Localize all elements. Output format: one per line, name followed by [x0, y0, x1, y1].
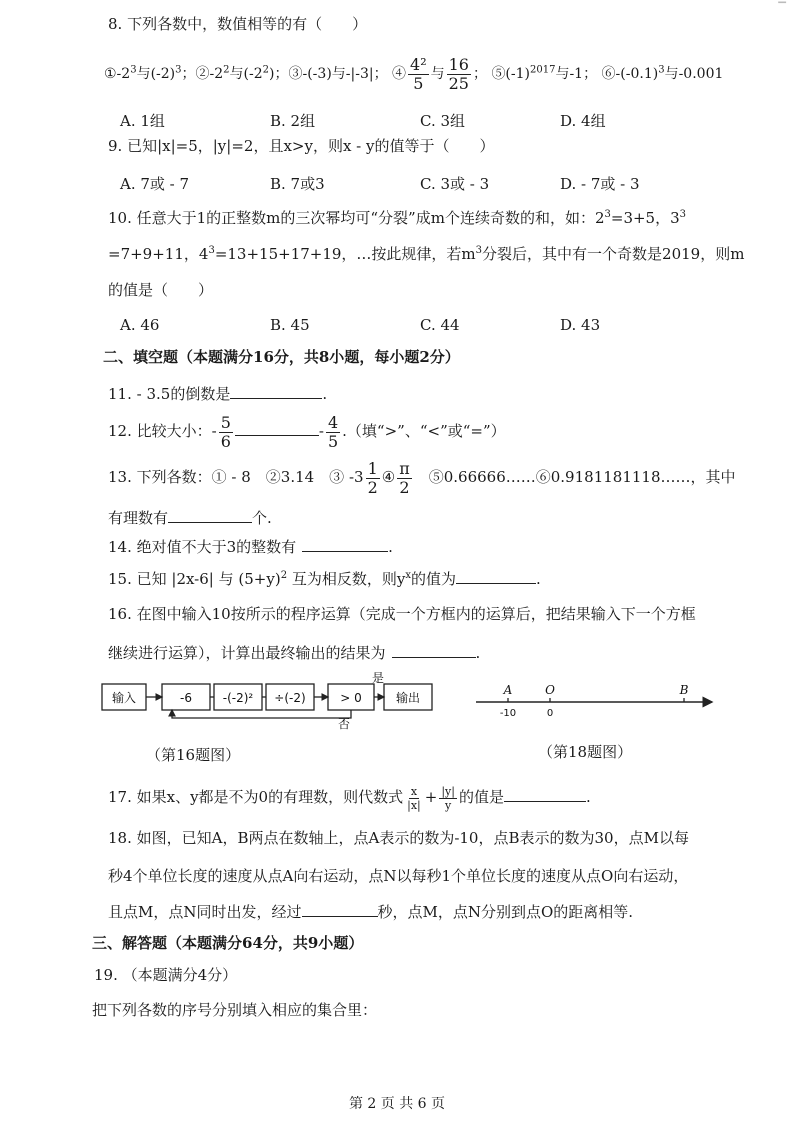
fig16-label-input: 输入	[111, 691, 137, 705]
q8-option-a: A. 1组	[120, 112, 165, 130]
q18-line3: 且点M，点N同时出发，经过 秒，点M，点N分别到点O的距离相等.	[108, 903, 634, 921]
q8-option-b: B. 2组	[270, 112, 316, 130]
fig16-label-minus6: -6	[180, 691, 192, 705]
fig16-label-divide: ÷(-2)	[274, 691, 306, 705]
q11: 11. - 3.5的倒数是 .	[108, 385, 328, 403]
q12-frac-4-5: $\frac{4}{5}$	[327, 412, 339, 451]
section-solve-title: 三、解答题（本题满分64分，共9小题）	[92, 934, 364, 952]
q8-option-d: D. 4组	[560, 112, 606, 130]
fig16-caption: （第16题图）	[146, 746, 241, 764]
q15: 15. 已知 |2x-6| 与 $(5+y)^2$ 互为相反数，则$y^x$的值为 .	[108, 570, 541, 588]
q10-option-d: D. 43	[560, 316, 601, 334]
q10-line2: =7+9+11，$4^3=13+15+17+19$，…按此规律，若$m^3$分裂后，其中有一个奇数是2019，则m	[108, 245, 745, 263]
fig16-label-no: 否	[337, 717, 351, 730]
q10-line3: 的值是（ ）	[108, 281, 214, 299]
q13-line1: 13. 下列各数：① - 8 ②3.14 ③ -3 $\frac{1}{2}$ ④ $\frac{\pi}{2}$ ⑤0.66666……⑥0.9181181118……，其中	[108, 458, 736, 497]
q18-line2: 秒4个单位长度的速度从点A向右运动，点N以每秒1个单位长度的速度从点O向右运动，	[108, 867, 689, 885]
q17-blank	[504, 787, 586, 802]
q19-text: 把下列各数的序号分别填入相应的集合里：	[92, 1001, 378, 1019]
q19-head: 19. （本题满分4分）	[94, 966, 238, 984]
q8-stem: 8. 下列各数中，数值相等的有（ ）	[108, 15, 368, 33]
q10-option-a: A. 46	[120, 316, 160, 334]
fig18-caption: （第18题图）	[538, 743, 633, 761]
fig16-label-power: -(-2)²	[222, 691, 254, 705]
page-footer: 第 2 页 共 6 页	[348, 1096, 446, 1112]
fig18-label-a: A	[503, 683, 513, 697]
q12: 12. 比较大小：- $\frac{5}{6}$ - $\frac{4}{5}$ .（填“>”、“<”或“=”）	[108, 412, 506, 451]
q16-line1: 16. 在图中输入10按所示的程序运算（完成一个方框内的运算后，把结果输入下一个方框	[108, 605, 696, 623]
q14-blank	[302, 537, 388, 552]
fig16-label-condition: > 0	[340, 691, 362, 705]
q16-blank	[392, 643, 476, 658]
scan-edge-mark: ▔	[778, 3, 786, 14]
q13-line2: 有理数有 个.	[108, 509, 272, 527]
q18-blank	[302, 902, 378, 917]
fig18-number-line	[470, 678, 720, 722]
q8-option-c: C. 3组	[420, 112, 466, 130]
section-fill-in-title: 二、填空题（本题满分16分，共8小题，每小题2分）	[103, 348, 460, 366]
q17: 17. 如果x、y都是不为0的有理数，则代数式 $\frac{x}{|x|}$ + $\frac{|y|}{y}$ 的值是 .	[108, 784, 591, 812]
q9-option-a: A. 7或 - 7	[120, 175, 190, 193]
q16-line2: 继续进行运算），计算出最终输出的结果为 .	[108, 644, 481, 662]
q13-frac-pi-2: $\frac{\pi}{2}$	[399, 458, 410, 497]
q14: 14. 绝对值不大于3的整数有 .	[108, 538, 393, 556]
fig18-label-o: O	[545, 683, 555, 697]
q10-option-b: B. 45	[270, 316, 310, 334]
q17-frac-absy-y: $\frac{|y|}{y}$	[441, 784, 455, 812]
q12-frac-5-6: $\frac{5}{6}$	[220, 412, 231, 451]
fig16-loop-no	[172, 710, 351, 718]
q13-frac-1-2: $\frac{1}{2}$	[367, 458, 378, 497]
q15-blank	[456, 569, 536, 584]
q9-option-c: C. 3或 - 3	[420, 175, 490, 193]
fig18-tick-label-o: 0	[546, 708, 554, 719]
q8-items: $①-2^3$与$(-2)^3$；$②-2^2$与$(-2^2)$；③-(-3)与-|-3|； ④ $\frac{\text{4²}}{5}$ 与 $\frac{16}{25}$ ； $⑤(-1)^{2017}$与-1； $⑥-(-0.1)^3$与-0.001	[104, 54, 724, 93]
q8-frac-16-25: $\frac{16}{25}$	[448, 54, 469, 93]
q18-line1: 18. 如图，已知A，B两点在数轴上，点A表示的数为-10，点B表示的数为30，点M以每	[108, 829, 689, 847]
q11-blank	[230, 384, 322, 399]
q9-option-b: B. 7或3	[270, 175, 325, 193]
q13-blank	[168, 508, 252, 523]
q9-option-d: D. - 7或 - 3	[560, 175, 640, 193]
fig18-tick-label-a: -10	[499, 708, 517, 719]
fig18-label-b: B	[679, 683, 689, 697]
q12-blank	[235, 421, 319, 436]
fig16-label-output: 输出	[395, 691, 421, 705]
fig16-label-yes: 是	[371, 671, 385, 685]
q17-frac-x-absx: $\frac{x}{|x|}$	[407, 784, 421, 812]
q8-frac-4-5: $\frac{\text{4²}}{5}$	[410, 54, 427, 93]
q10-option-c: C. 44	[420, 316, 460, 334]
q10-line1: 10. 任意大于1的正整数m的三次幂均可“分裂”成m个连续奇数的和，如：$2^3=3+5$，$3^3$	[108, 209, 687, 227]
q9-stem: 9. 已知|x|=5，|y|=2，且x>y，则x - y的值等于（ ）	[108, 137, 495, 155]
fig16-flowchart	[96, 670, 446, 730]
